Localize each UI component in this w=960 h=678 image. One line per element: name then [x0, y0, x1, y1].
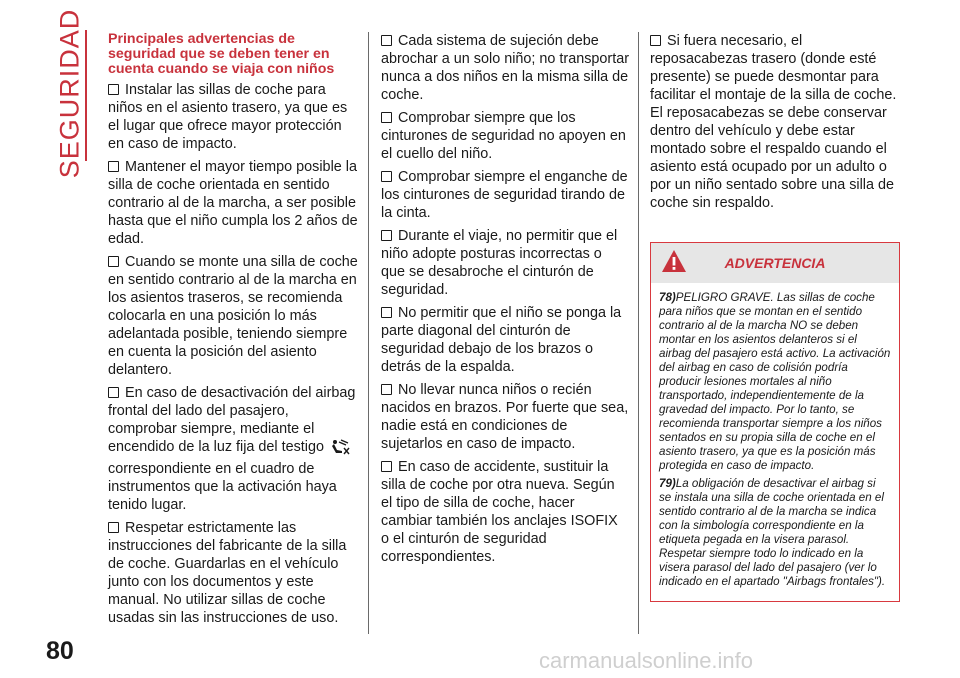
checkbox-bullet-icon — [381, 461, 392, 472]
page-number: 80 — [46, 637, 74, 665]
checkbox-bullet-icon — [381, 112, 392, 123]
warning-number: 79) — [659, 477, 676, 490]
list-item: Cada sistema de sujeción debe abrochar a un solo niño; no transportar nunca a dos niños en la misma silla de coche. — [381, 33, 629, 103]
column-2 — [381, 32, 629, 571]
warning-item: 78)PELIGRO GRAVE. Las sillas de coche para niños que se montan en el sentido contrario al de la marcha NO se deben montar en los asientos delanteros si el airbag del pasajero está activo. La activación del airbag en caso de colisión podría producir lesiones mortales al niño transportado, independientemente de la gravedad del impacto. Por lo tanto, se recomienda transportar siempre a los niños sentados en su propia silla de coche en el asiento trasero, ya que es la posición más protegida en caso de impacto. — [659, 291, 891, 472]
section-label: SEGURIDAD — [54, 8, 85, 179]
list-item: En caso de desactivación del airbag frontal del lado del pasajero, comprobar siempre, mediante el encendido de la luz fija del testigo correspondiente en el cuadro de instrumentos que la activación haya tenido lugar. — [108, 385, 356, 513]
checkbox-bullet-icon — [108, 84, 119, 95]
list-item: Comprobar siempre que los cinturones de seguridad no apoyen en el cuello del niño. — [381, 110, 626, 162]
list-item: Comprobar siempre el enganche de los cinturones de seguridad tirando de la cinta. — [381, 169, 628, 221]
warning-item: 79)La obligación de desactivar el airbag si se instala una silla de coche orientada en el sentido contrario al de la marcha se indica con la simbología correspondiente en la etiqueta pegada en la visera parasol. Respetar siempre todo lo indicado en la visera parasol del lado del pasajero (ver lo indicado en el apartado "Airbags frontales"). — [659, 477, 886, 588]
warning-header — [651, 243, 899, 283]
checkbox-bullet-icon — [108, 522, 119, 533]
airbag-warning-light-icon — [330, 439, 350, 460]
checkbox-bullet-icon — [381, 230, 392, 241]
checkbox-bullet-icon — [650, 35, 661, 46]
checkbox-bullet-icon — [108, 387, 119, 398]
column-3 — [650, 32, 902, 602]
list-item: No permitir que el niño se ponga la parte diagonal del cinturón de seguridad debajo de los brazos o detrás de la espalda. — [381, 305, 622, 375]
section-divider — [85, 30, 87, 161]
checkbox-bullet-icon — [108, 161, 119, 172]
section-heading: Principales advertencias de seguridad que se deben tener en cuenta cuando se viaja con niños — [108, 31, 335, 77]
checkbox-bullet-icon — [381, 171, 392, 182]
list-item: En caso de accidente, sustituir la silla de coche por otra nueva. Según el tipo de silla de coche, hacer cambiar también los anclajes ISOFIX o el cinturón de seguridad correspondientes. — [381, 459, 618, 565]
list-item: Instalar las sillas de coche para niños en el asiento trasero, ya que es el lugar que ofrece mayor protección en caso de impacto. — [108, 82, 348, 152]
warning-box — [650, 242, 900, 602]
list-item: Si fuera necesario, el reposacabezas trasero (donde esté presente) se puede desmontar para facilitar el montaje de la silla de coche. El reposacabezas se debe conservar dentro del vehículo y debe estar montado sobre el respaldo cuando el asiento está ocupado por un adulto o por un niño sentado sobre una silla de coche sin respaldo. — [650, 33, 897, 211]
warning-number: 78) — [659, 291, 676, 304]
list-item: Durante el viaje, no permitir que el niño adopte posturas incorrectas o que se desabroche el cinturón de seguridad. — [381, 228, 618, 298]
column-divider — [368, 32, 369, 634]
column-divider — [638, 32, 639, 634]
checkbox-bullet-icon — [381, 307, 392, 318]
watermark: carmanualsonline.info — [539, 648, 754, 673]
checkbox-bullet-icon — [381, 384, 392, 395]
list-item: Respetar estrictamente las instrucciones del fabricante de la silla de coche. Guardarlas en el vehículo junto con los documentos y este manual. No utilizar sillas de coche usadas sin las instrucciones de uso. — [108, 520, 347, 626]
warning-title: ADVERTENCIA — [724, 255, 826, 271]
column-1 — [108, 32, 358, 632]
list-item: Mantener el mayor tiempo posible la silla de coche orientada en sentido contrario al de la marcha, a ser posible hasta que el niño cumpla los 2 años de edad. — [108, 159, 358, 247]
list-item: Cuando se monte una silla de coche en sentido contrario al de la marcha en los asientos traseros, se recomienda colocarla en una posición lo más adelantada posible, teniendo siempre en cuenta la posición del asiento delantero. — [108, 254, 358, 378]
warning-body — [651, 283, 899, 601]
checkbox-bullet-icon — [381, 35, 392, 46]
checkbox-bullet-icon — [108, 256, 119, 267]
list-item: No llevar nunca niños o recién nacidos en brazos. Por fuerte que sea, nadie está en condiciones de sujetarlos en caso de impacto. — [381, 382, 629, 452]
